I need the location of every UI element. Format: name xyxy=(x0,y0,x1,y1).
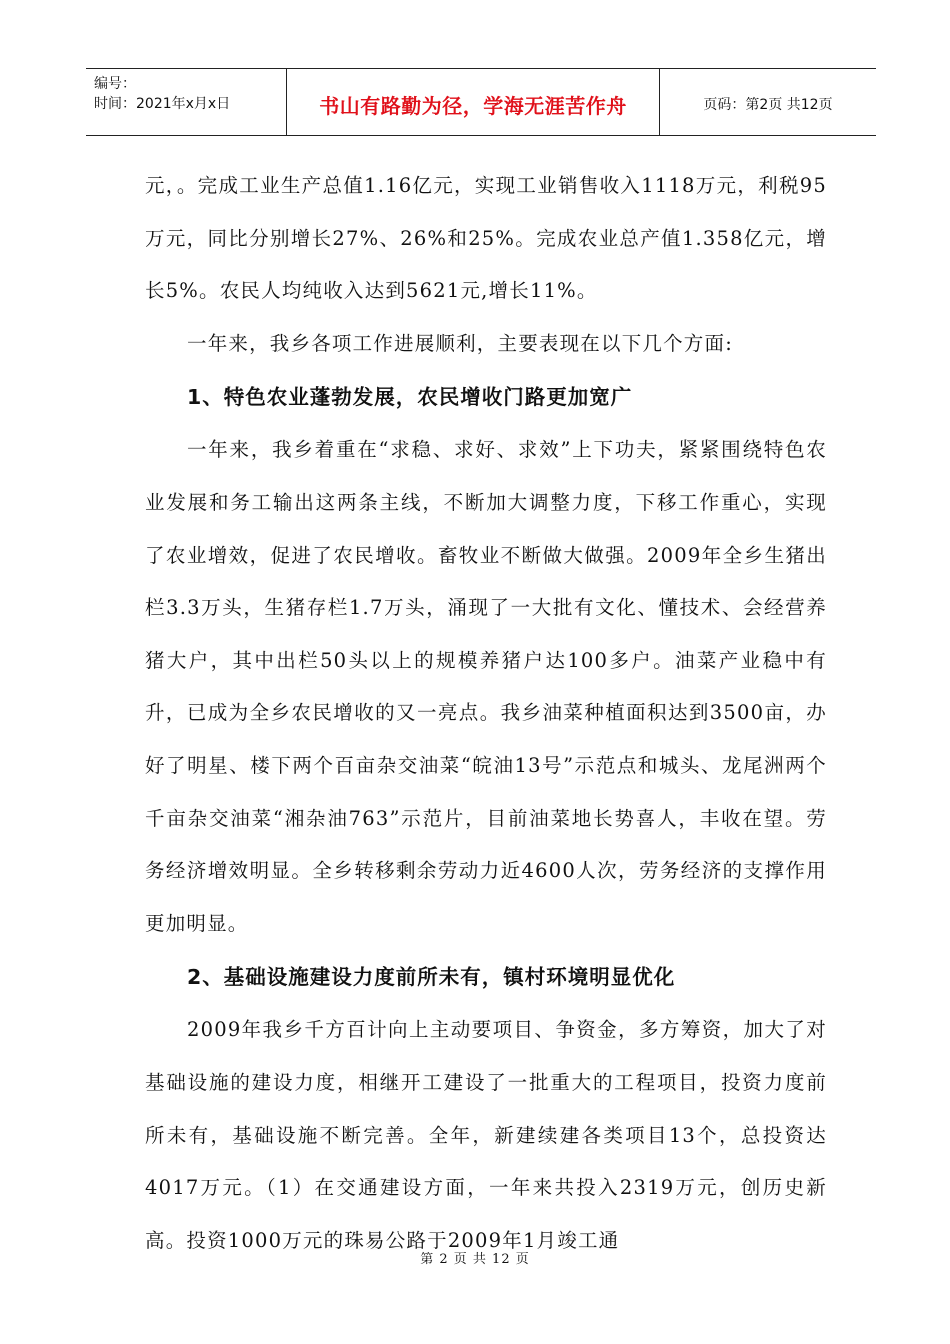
paragraph: 2009年我乡千方百计向上主动要项目、争资金，多方筹资，加大了对基础设施的建设力度，相继开工建设了一批重大的工程项目，投资力度前所未有，基础设施不断完善。全年，新建续建各类项目13个，总投资达4017万元。（1）在交通建设方面，一年来共投入2319万元，创历史新高。投资1000万元的珠易公路于2009年1月竣工通 xyxy=(145,1018,827,1252)
document-number-label: 编号： xyxy=(94,76,136,92)
page-footer: 第 2 页 共 12 页 xyxy=(420,1252,530,1267)
header-meta xyxy=(86,69,286,135)
page-header xyxy=(86,68,876,136)
document-body xyxy=(145,160,827,1267)
paragraph: 元，。完成工业生产总值1.16亿元，实现工业销售收入1118万元，利税95万元，同比分别增长27%、26%和25%。完成农业总产值1.358亿元，增长5%。农民人均纯收入达到5621元,增长11%。 xyxy=(145,174,827,303)
header-page-info: 页码：第2页 共12页 xyxy=(703,97,833,113)
document-time-label: 时间：2021年x月x日 xyxy=(94,96,231,112)
header-motto: 书山有路勤为径，学海无涯苦作舟 xyxy=(286,69,660,135)
section-heading: 1、特色农业蓬勃发展，农民增收门路更加宽广 xyxy=(187,385,633,410)
paragraph: 一年来，我乡各项工作进展顺利，主要表现在以下几个方面: xyxy=(187,331,733,355)
section-heading: 2、基础设施建设力度前所未有，镇村环境明显优化 xyxy=(187,965,676,990)
paragraph: 一年来，我乡着重在“求稳、求好、求效”上下功夫，紧紧围绕特色农业发展和务工输出这两条主线，不断加大调整力度，下移工作重心，实现了农业增效，促进了农民增收。畜牧业不断做大做强。2009年全乡生猪出栏3.3万头，生猪存栏1.7万头，涌现了一大批有文化、懂技术、会经营养猪大户，其中出栏50头以上的规模养猪户达100多户。油菜产业稳中有升，已成为全乡农民增收的又一亮点。我乡油菜种植面积达到3500亩，办好了明星、楼下两个百亩杂交油菜“皖油13号”示范点和城头、龙尾洲两个千亩杂交油菜“湘杂油763”示范片，目前油菜地长势喜人，丰收在望。劳务经济增效明显。全乡转移剩余劳动力近4600人次，劳务经济的支撑作用更加明显。 xyxy=(145,438,827,935)
